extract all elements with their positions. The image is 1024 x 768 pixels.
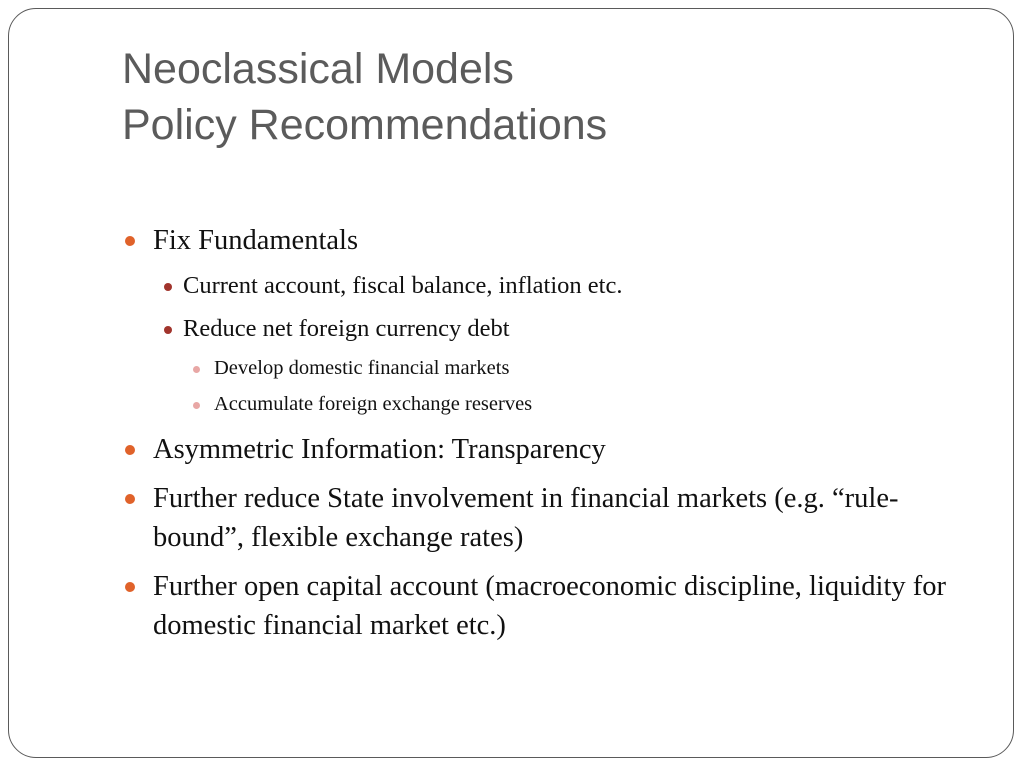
- bullet-dot-icon: [193, 366, 200, 373]
- bullet-text: Further open capital account (macroeconomic discipline, liquidity for domestic financial market etc.): [153, 571, 946, 641]
- bullet-dot-icon: [164, 283, 172, 291]
- bullet-item-current-account: [122, 269, 962, 303]
- bullet-text: Reduce net foreign currency debt: [183, 315, 510, 342]
- bullet-text: Current account, fiscal balance, inflation etc.: [183, 272, 623, 299]
- slide-title: [122, 41, 607, 153]
- bullet-text: Further reduce State involvement in financial markets (e.g. “rule-bound”, flexible exchange rates): [153, 483, 899, 553]
- bullet-item-capital-account: [122, 567, 962, 645]
- bullet-dot-icon: [125, 445, 135, 455]
- bullet-item-fix-fundamentals: [122, 221, 962, 260]
- bullet-item-asymmetric-information: [122, 430, 962, 469]
- bullet-dot-icon: [164, 326, 172, 334]
- bullet-text: Fix Fundamentals: [153, 225, 359, 256]
- bullet-list: [122, 221, 962, 645]
- bullet-dot-icon: [125, 236, 135, 246]
- bullet-text: Develop domestic financial markets: [214, 357, 510, 379]
- title-line-1: Neoclassical Models: [122, 45, 514, 93]
- bullet-text: Asymmetric Information: Transparency: [153, 434, 606, 465]
- title-line-2: Policy Recommendations: [122, 101, 608, 149]
- slide-frame: [8, 8, 1014, 758]
- bullet-item-accumulate-reserves: [122, 390, 962, 418]
- bullet-dot-icon: [193, 402, 200, 409]
- bullet-text: Accumulate foreign exchange reserves: [214, 393, 533, 415]
- bullet-dot-icon: [125, 582, 135, 592]
- bullet-item-reduce-debt: [122, 312, 962, 346]
- bullet-item-state-involvement: [122, 479, 962, 557]
- bullet-item-develop-markets: [122, 354, 962, 382]
- bullet-dot-icon: [125, 494, 135, 504]
